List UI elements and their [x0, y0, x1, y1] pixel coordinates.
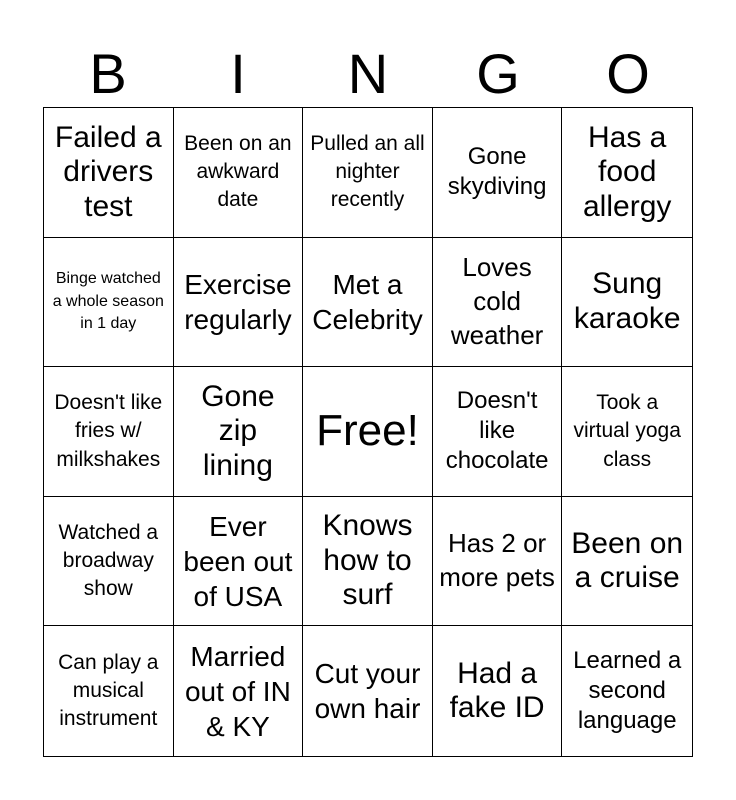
bingo-cell-o3[interactable]: Took a virtual yoga class	[562, 367, 692, 497]
bingo-cell-b3[interactable]: Doesn't like fries w/ milkshakes	[44, 367, 174, 497]
bingo-cell-o2[interactable]: Sung karaoke	[562, 238, 692, 368]
bingo-cell-b5[interactable]: Can play a musical instrument	[44, 626, 174, 756]
bingo-cell-g5[interactable]: Had a fake ID	[433, 626, 563, 756]
header-letter-o: O	[606, 42, 650, 105]
bingo-cell-g4[interactable]: Has 2 or more pets	[433, 497, 563, 627]
header-letter-g: G	[476, 42, 520, 105]
bingo-cell-n4[interactable]: Knows how to surf	[303, 497, 433, 627]
bingo-cell-n2[interactable]: Met a Celebrity	[303, 238, 433, 368]
bingo-cell-g3[interactable]: Doesn't like chocolate	[433, 367, 563, 497]
bingo-cell-o5[interactable]: Learned a second language	[573, 647, 682, 735]
bingo-header	[43, 40, 693, 108]
bingo-cell-i4[interactable]: Ever been out of USA	[174, 497, 304, 627]
bingo-cell-o1[interactable]: Has a food allergy	[562, 108, 692, 238]
header-letter-b: B	[89, 42, 127, 105]
bingo-cell-free[interactable]: Free!	[303, 367, 433, 497]
bingo-cell-b4[interactable]: Watched a broadway show	[44, 497, 174, 627]
bingo-cell-n5[interactable]: Cut your own hair	[303, 626, 433, 756]
header-letter-n: N	[347, 42, 389, 105]
bingo-cell-g2[interactable]: Loves cold weather	[433, 238, 563, 368]
bingo-cell-b1[interactable]: Failed a drivers test	[44, 108, 174, 238]
bingo-cell-o4[interactable]: Been on a cruise	[562, 497, 692, 627]
bingo-cell-b2[interactable]: Binge watched a whole season in 1 day	[44, 238, 174, 368]
bingo-cell-i2[interactable]: Exercise regularly	[174, 238, 304, 368]
bingo-cell-g1[interactable]: Gone skydiving	[433, 108, 563, 238]
bingo-board	[43, 107, 693, 757]
bingo-cell-i5[interactable]: Married out of IN & KY	[174, 626, 304, 756]
header-letter-i: I	[230, 42, 246, 105]
bingo-cell-n1[interactable]: Pulled an all nighter recently	[303, 108, 433, 238]
bingo-cell-i1[interactable]: Been on an awkward date	[174, 108, 304, 238]
bingo-cell-i3[interactable]: Gone zip lining	[174, 367, 304, 497]
